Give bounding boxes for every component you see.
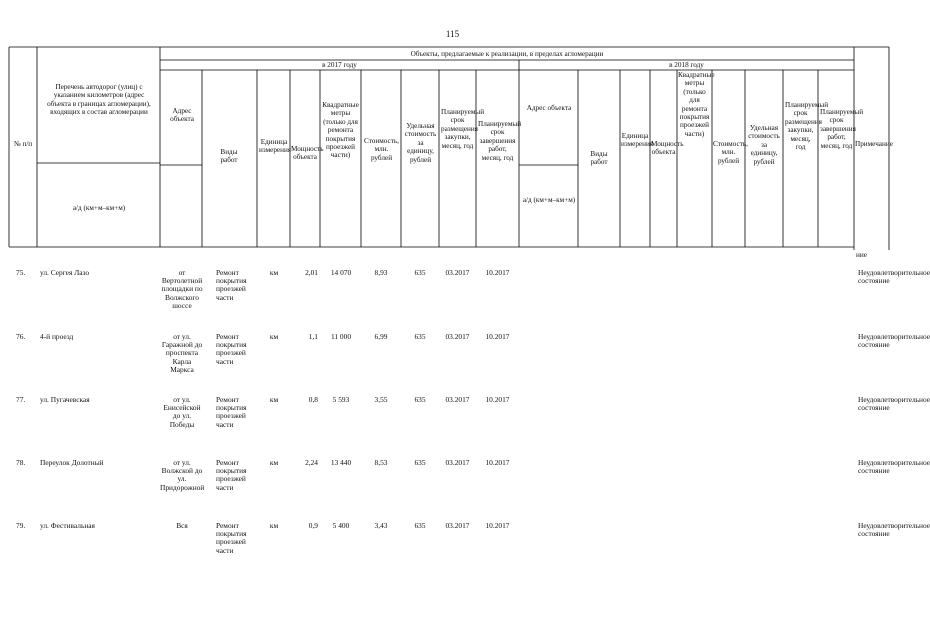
row-cost: 3,43 [374,521,388,530]
row-finish: 10.2017 [485,458,510,467]
row-num: 76. [16,332,26,341]
header-year-2017: в 2017 году [322,61,357,69]
row-capacity: 1,1 [308,332,318,341]
header-unit-2017: Единица измерения [259,138,292,155]
row-road: Переулок Долотный [40,458,104,467]
table-row [0,268,930,331]
row-work: Ремонт покрытия проезжей части [216,458,247,492]
row-purchase: 03.2017 [445,521,470,530]
row-unit-cost: 635 [414,521,426,530]
header-work-type-2018: Виды работ [590,150,608,167]
header-cost-2017: Стоимость, млн. рублей [364,137,399,162]
header-cost-2018: Стоимость, млн. рублей [713,140,748,165]
header-capacity-2018: Мощность объекта [651,140,684,157]
row-capacity: 0,9 [308,521,318,530]
row-finish: 10.2017 [485,332,510,341]
header-address-2017: Адрес объекта [170,107,194,124]
header-work-type-2017: Виды работ [220,148,238,165]
row-work: Ремонт покрытия проезжей части [216,332,247,366]
row-unit: км [269,268,279,277]
row-unit: км [269,458,279,467]
row-unit: км [269,521,279,530]
table-row [0,521,930,584]
header-num: № п/п [13,140,33,148]
row-address: от ул. Гаражной до проспекта Карла Маркса [161,332,203,374]
row-cost: 6,99 [374,332,388,341]
row-num: 75. [16,268,26,277]
row-note: Неудовлетворительное состояние [858,332,930,350]
row-address: Вся [176,521,188,530]
row-cost: 8,53 [374,458,388,467]
header-plan-finish-2018: Планируемый срок завершения работ, месяц, год [820,108,864,150]
header-note: Примечание [855,140,893,148]
row-purchase: 03.2017 [445,268,470,277]
row-num: 78. [16,458,26,467]
table-row [0,395,930,454]
header-objects-title: Объекты, предлагаемые к реализации, в пределах агломерации [410,50,604,58]
row-unit: км [269,332,279,341]
header-unit-cost-2018: Удельная стоимость за единицу, рублей [748,124,780,166]
row-area: 13 440 [330,458,352,467]
header-year-2018: в 2018 году [669,61,704,69]
row-address: от Вертолетной площадки по Волжского шоссе [161,268,203,310]
row-unit: км [269,395,279,404]
header-area-2018: Квадратные метры (только для ремонта покрытия проезжей части) [678,71,715,138]
row-road: ул. Пугачевская [40,395,90,404]
header-note-tail: ние [856,251,867,259]
header-plan-purchase-2018: Планируемый срок размещения закупки, месяц, год [785,101,829,152]
row-work: Ремонт покрытия проезжей части [216,268,247,302]
header-plan-finish-2017: Планируемый срок завершения работ, месяц, год [478,120,522,162]
row-unit-cost: 635 [414,268,426,277]
header-road-sub: а/д (км+м–км+м) [72,204,126,212]
row-address: от ул. Волжской до ул. Придорожной [160,458,205,492]
row-finish: 10.2017 [485,268,510,277]
row-note: Неудовлетворительное состояние [858,395,930,413]
row-finish: 10.2017 [485,395,510,404]
header-capacity-2017: Мощность объекта [291,145,324,162]
row-work: Ремонт покрытия проезжей части [216,521,247,555]
row-road: ул. Фестивальная [40,521,95,530]
header-plan-purchase-2017: Планируемый срок размещения закупки, месяц, год [441,108,485,150]
row-unit-cost: 635 [414,332,426,341]
row-area: 5 593 [332,395,350,404]
row-road: ул. Сергея Лазо [40,268,90,277]
row-note: Неудовлетворительное состояние [858,268,930,286]
row-area: 11 000 [330,332,352,341]
header-area-2017: Квадратные метры (только для ремонта покрытия проезжей части) [322,101,359,160]
row-num: 77. [16,395,26,404]
row-note: Неудовлетворительное состояние [858,458,930,476]
header-road-list: Перечень автодорог (улиц) с указанием километров (адрес объекта в границах агломерации), входящих в состав агломерации [47,83,151,117]
row-purchase: 03.2017 [445,395,470,404]
row-cost: 8,93 [374,268,388,277]
table-row [0,458,930,517]
row-cost: 3,55 [374,395,388,404]
row-purchase: 03.2017 [445,332,470,341]
row-unit-cost: 635 [414,395,426,404]
page-number: 115 [445,29,460,39]
row-capacity: 2,01 [305,268,318,277]
row-unit-cost: 635 [414,458,426,467]
header-unit-2018: Единица измерения [621,132,654,149]
row-area: 14 070 [330,268,352,277]
row-purchase: 03.2017 [445,458,470,467]
row-road: 4-й проезд [40,332,74,341]
row-work: Ремонт покрытия проезжей части [216,395,247,429]
row-area: 5 400 [332,521,350,530]
header-address-sub-2018: а/д (км+м–км+м) [522,196,576,204]
row-finish: 10.2017 [485,521,510,530]
row-num: 79. [16,521,26,530]
row-capacity: 2,24 [305,458,318,467]
row-capacity: 0,8 [308,395,318,404]
row-note: Неудовлетворительное состояние [858,521,930,539]
header-unit-cost-2017: Удельная стоимость за единицу, рублей [404,122,437,164]
header-address-2018: Адрес объекта [526,104,572,112]
row-address: от ул. Енисейской до ул. Победы [163,395,201,429]
table-row [0,332,930,391]
